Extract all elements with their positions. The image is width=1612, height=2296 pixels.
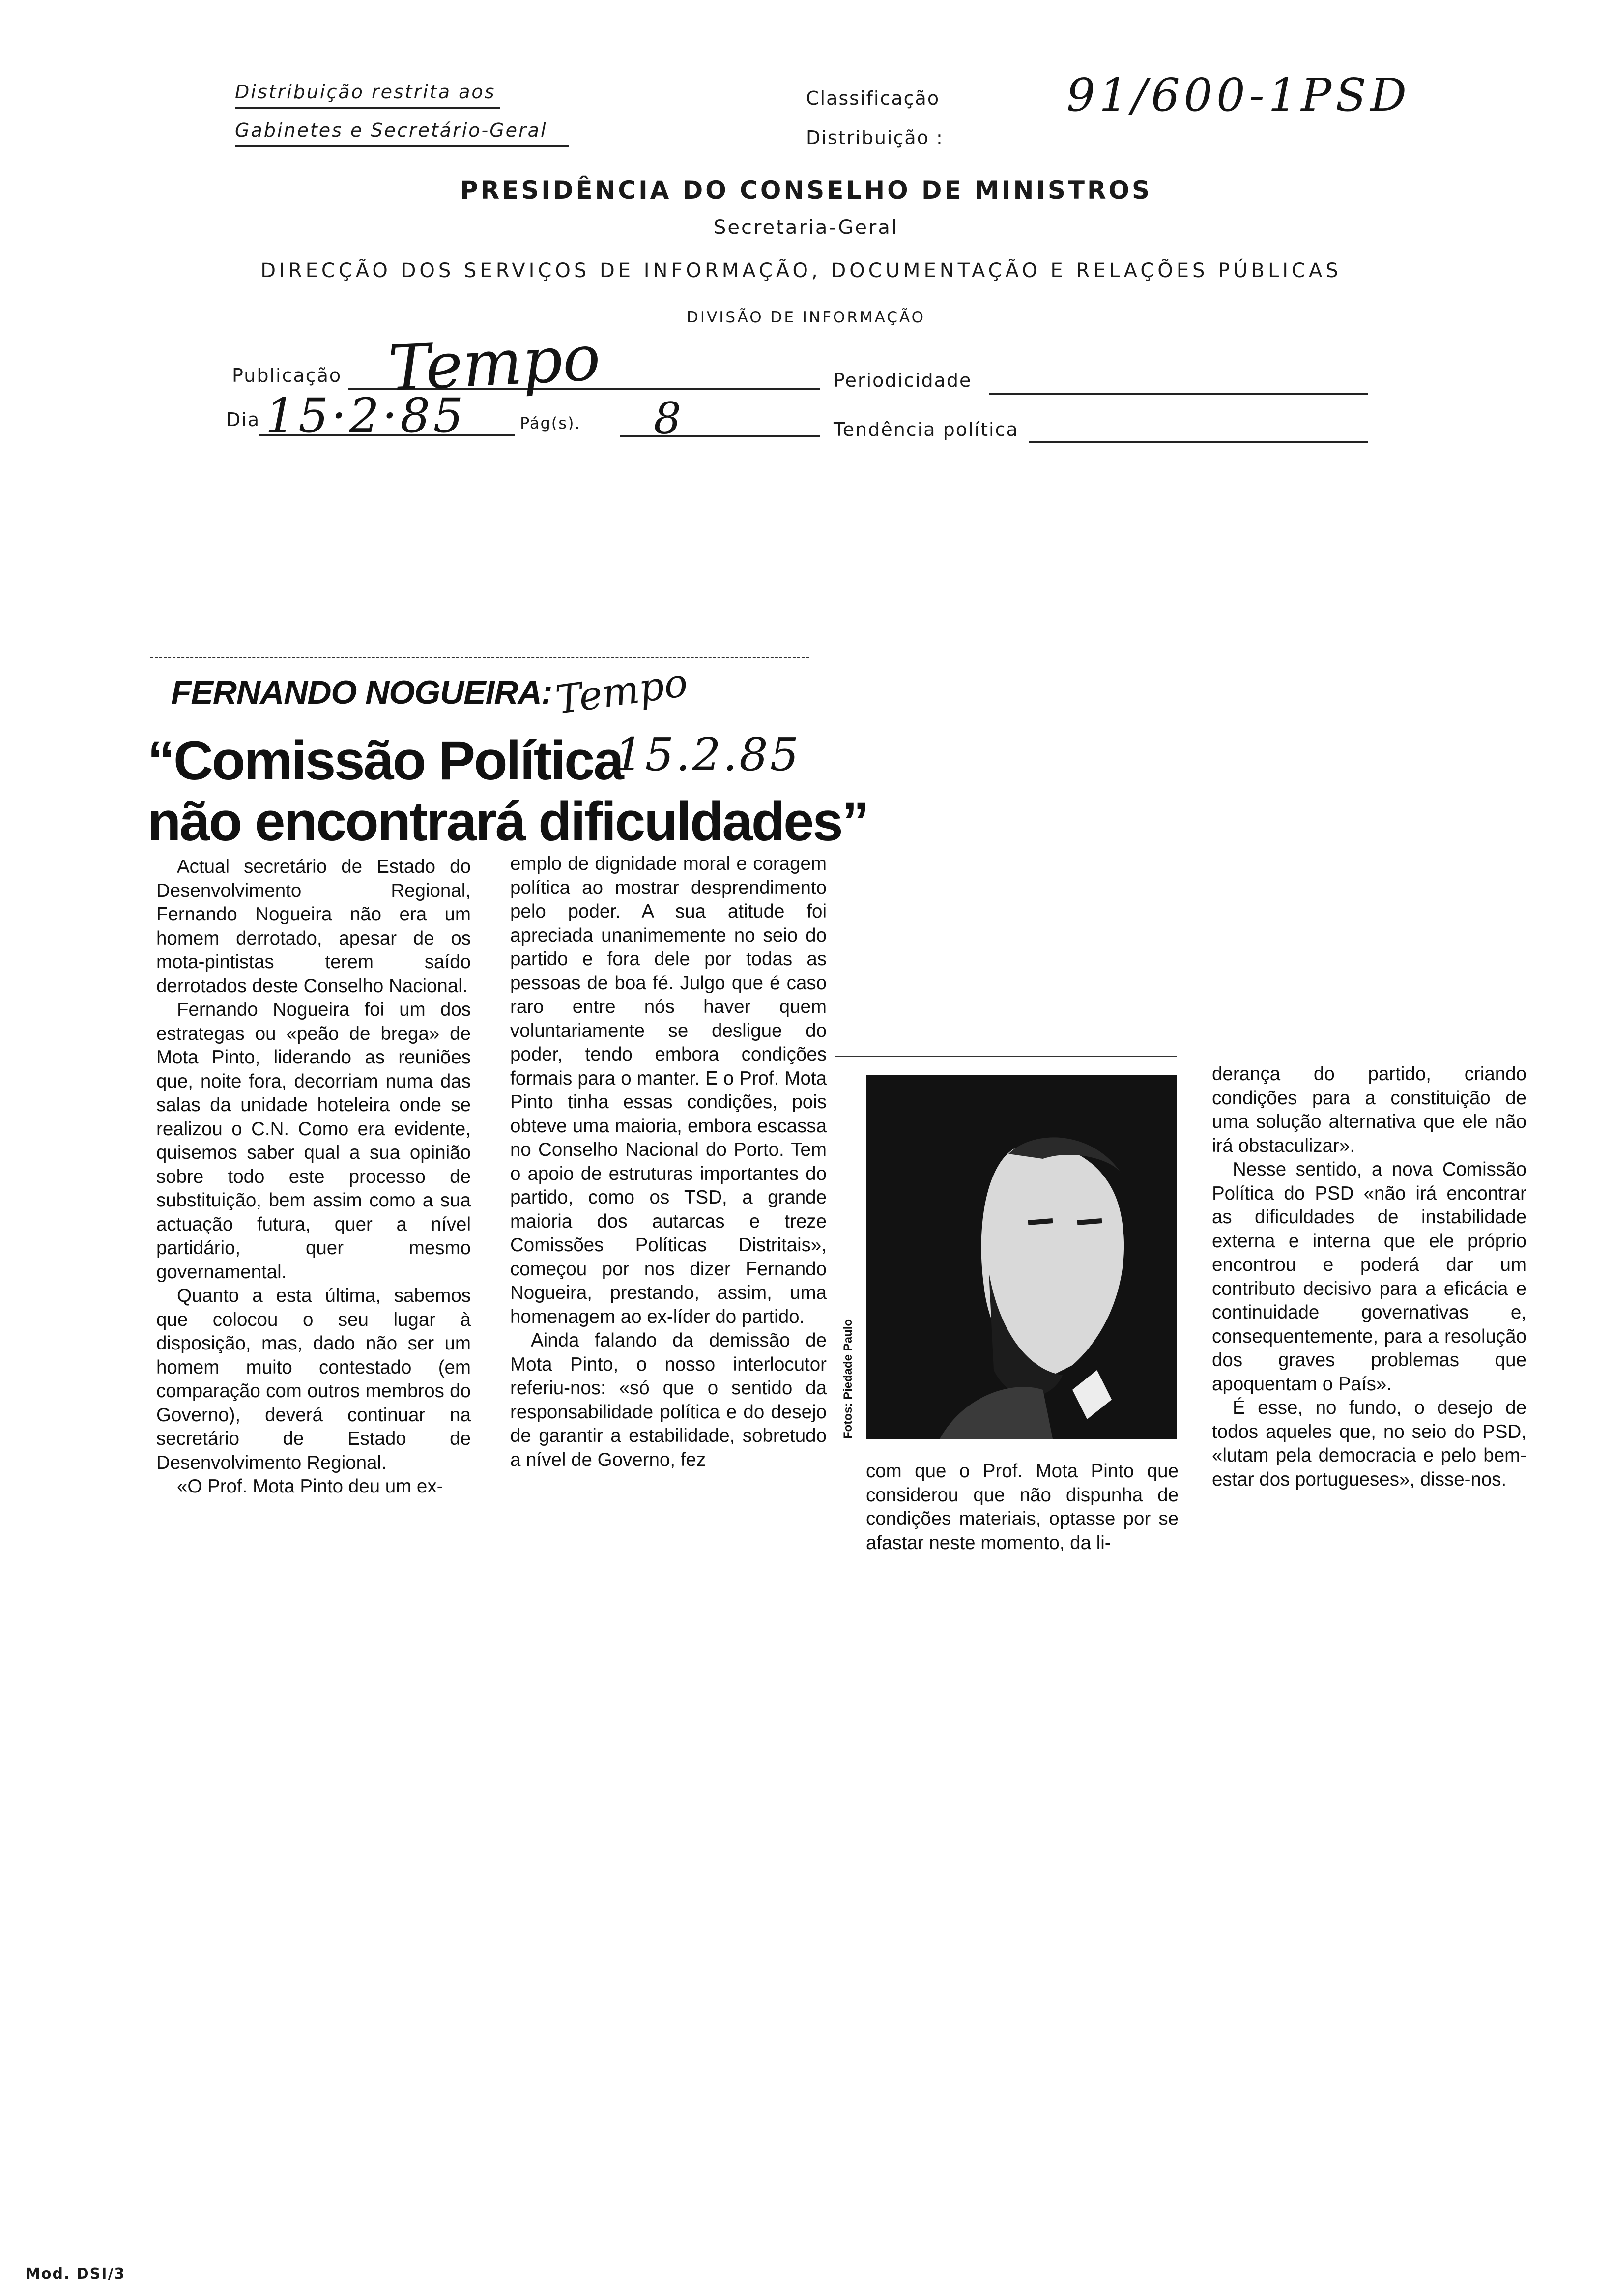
headline-line-2: não encontrará dificuldades”: [147, 791, 868, 852]
col1-paragraph: Quanto a esta última, sabemos que colocou o seu lugar à disposição, mas, dado não ser um homem muito contestado (em comparação com outros membros do Governo), deverá continuar na secretário de Estado de Desenvolvimento Regional.: [156, 1285, 471, 1473]
organization-title: PRESIDÊNCIA DO CONSELHO DE MINISTROS: [460, 176, 1152, 204]
dia-label: Dia: [226, 409, 260, 430]
restriction-line-2: Gabinetes e Secretário-Geral: [235, 119, 547, 141]
col4-paragraph: Nesse sentido, a nova Comissão Política do PSD «não irá encontrar as dificuldades de instabilidade externa e interna que ele próprio encontrou e poderá dar um contributo decisivo para a eficácia e continuidade governativas e, consequentemente, para a resolução dos graves problemas que apoquentam o País».: [1212, 1159, 1526, 1395]
file-reference-handwritten: 91/600-1PSD: [1066, 69, 1410, 121]
col1-paragraph: Fernando Nogueira foi um dos estrategas ou «peão de brega» de Mota Pinto, liderando as reuniões que, noite fora, decorriam numa das salas da unidade hoteleira onde se realizou o C.N. Como era evidente, quisemos saber qual a sua opinião sobre todo este processo de substituição, bem assim como a sua actuação futura, quer a nível partidário, quer mesmo governamental.: [156, 999, 471, 1283]
classificacao-label: Classificação: [806, 87, 940, 109]
division-name: DIVISÃO DE INFORMAÇÃO: [686, 309, 926, 326]
pags-handwritten: 8: [654, 393, 681, 444]
photo-top-rule: [835, 1056, 1177, 1057]
col3-paragraph: com que o Prof. Mota Pinto que considerou que não dispunha de condições materiais, optasse por se afastar neste momento, da li-: [866, 1461, 1179, 1553]
tendencia-label: Tendência política: [834, 419, 1019, 440]
article-column-2: [510, 852, 827, 1472]
restriction-underline-2: [235, 145, 569, 147]
tendencia-line: [1029, 441, 1368, 443]
article-column-4: [1212, 1062, 1526, 1492]
directorate-name: DIRECÇÃO DOS SERVIÇOS DE INFORMAÇÃO, DOCUMENTAÇÃO E RELAÇÕES PÚBLICAS: [260, 259, 1342, 282]
col1-paragraph: Actual secretário de Estado do Desenvolvimento Regional, Fernando Nogueira não era um homem derrotado, apesar de os mota-pintistas terem saído derrotados deste Conselho Nacional.: [156, 856, 471, 997]
headline-handwritten-date: 15.2.85: [614, 728, 801, 781]
pags-line: [620, 435, 820, 437]
form-code: Mod. DSI/3: [26, 2266, 126, 2283]
periodicidade-line: [989, 393, 1368, 395]
photo-credit: Fotos: Piedade Paulo: [841, 1319, 855, 1439]
publicacao-label: Publicação: [232, 365, 342, 386]
col4-paragraph: É esse, no fundo, o desejo de todos aqueles que, no seio do PSD, «lutam pela democracia e pelo bem-estar dos portugueses», disse-nos.: [1212, 1397, 1526, 1490]
col2-paragraph: emplo de dignidade moral e coragem política ao mostrar desprendimento pelo poder. A sua atitude foi apreciada unanimemente no seio do partido e fora dele por todas as pessoas de boa fé. Julgo que é caso raro entre nós haver quem voluntariamente se desligue do poder, tendo embora condições formais para o manter. E o Prof. Mota Pinto tinha essas condições, pois obteve uma maioria, embora escassa no Conselho Nacional do Porto. Tem o apoio de estruturas importantes do partido, como os TSD, a grande maioria dos autarcas e treze Comissões Políticas Distritais», começou por nos dizer Fernando Nogueira, prestando, assim, uma homenagem ao ex-líder do partido.: [510, 853, 827, 1327]
periodicidade-label: Periodicidade: [834, 370, 972, 391]
col4-paragraph: derança do partido, criando condições para a constituição de uma solução alternativa que ele não irá obstaculizar».: [1212, 1063, 1526, 1156]
kicker-handwritten-note: Tempo: [552, 659, 691, 723]
portrait-photo: [866, 1075, 1177, 1439]
headline-line-1: “Comissão Política: [147, 730, 623, 791]
restriction-line-1: Distribuição restrita aos: [235, 81, 496, 103]
portrait-silhouette: [866, 1075, 1177, 1439]
secretariat-name: Secretaria-Geral: [713, 216, 898, 239]
article-column-3: [866, 1460, 1179, 1555]
publicacao-handwritten: Tempo: [386, 321, 603, 406]
clipping-top-edge: [150, 657, 809, 658]
article-column-1: [156, 855, 471, 1499]
distribuicao-label: Distribuição :: [806, 127, 944, 148]
restriction-underline-1: [235, 107, 500, 109]
article-kicker: FERNANDO NOGUEIRA:: [171, 674, 552, 711]
col1-paragraph: «O Prof. Mota Pinto deu um ex-: [177, 1476, 443, 1497]
pags-label: Pág(s).: [520, 414, 581, 432]
dia-handwritten: 15·2·85: [265, 388, 466, 443]
col2-paragraph: Ainda falando da demissão de Mota Pinto, o nosso interlocutor referiu-nos: «só que o sentido da responsabilidade política e do desejo de garantir a estabilidade, sobretudo a nível de Governo, fez: [510, 1330, 827, 1470]
